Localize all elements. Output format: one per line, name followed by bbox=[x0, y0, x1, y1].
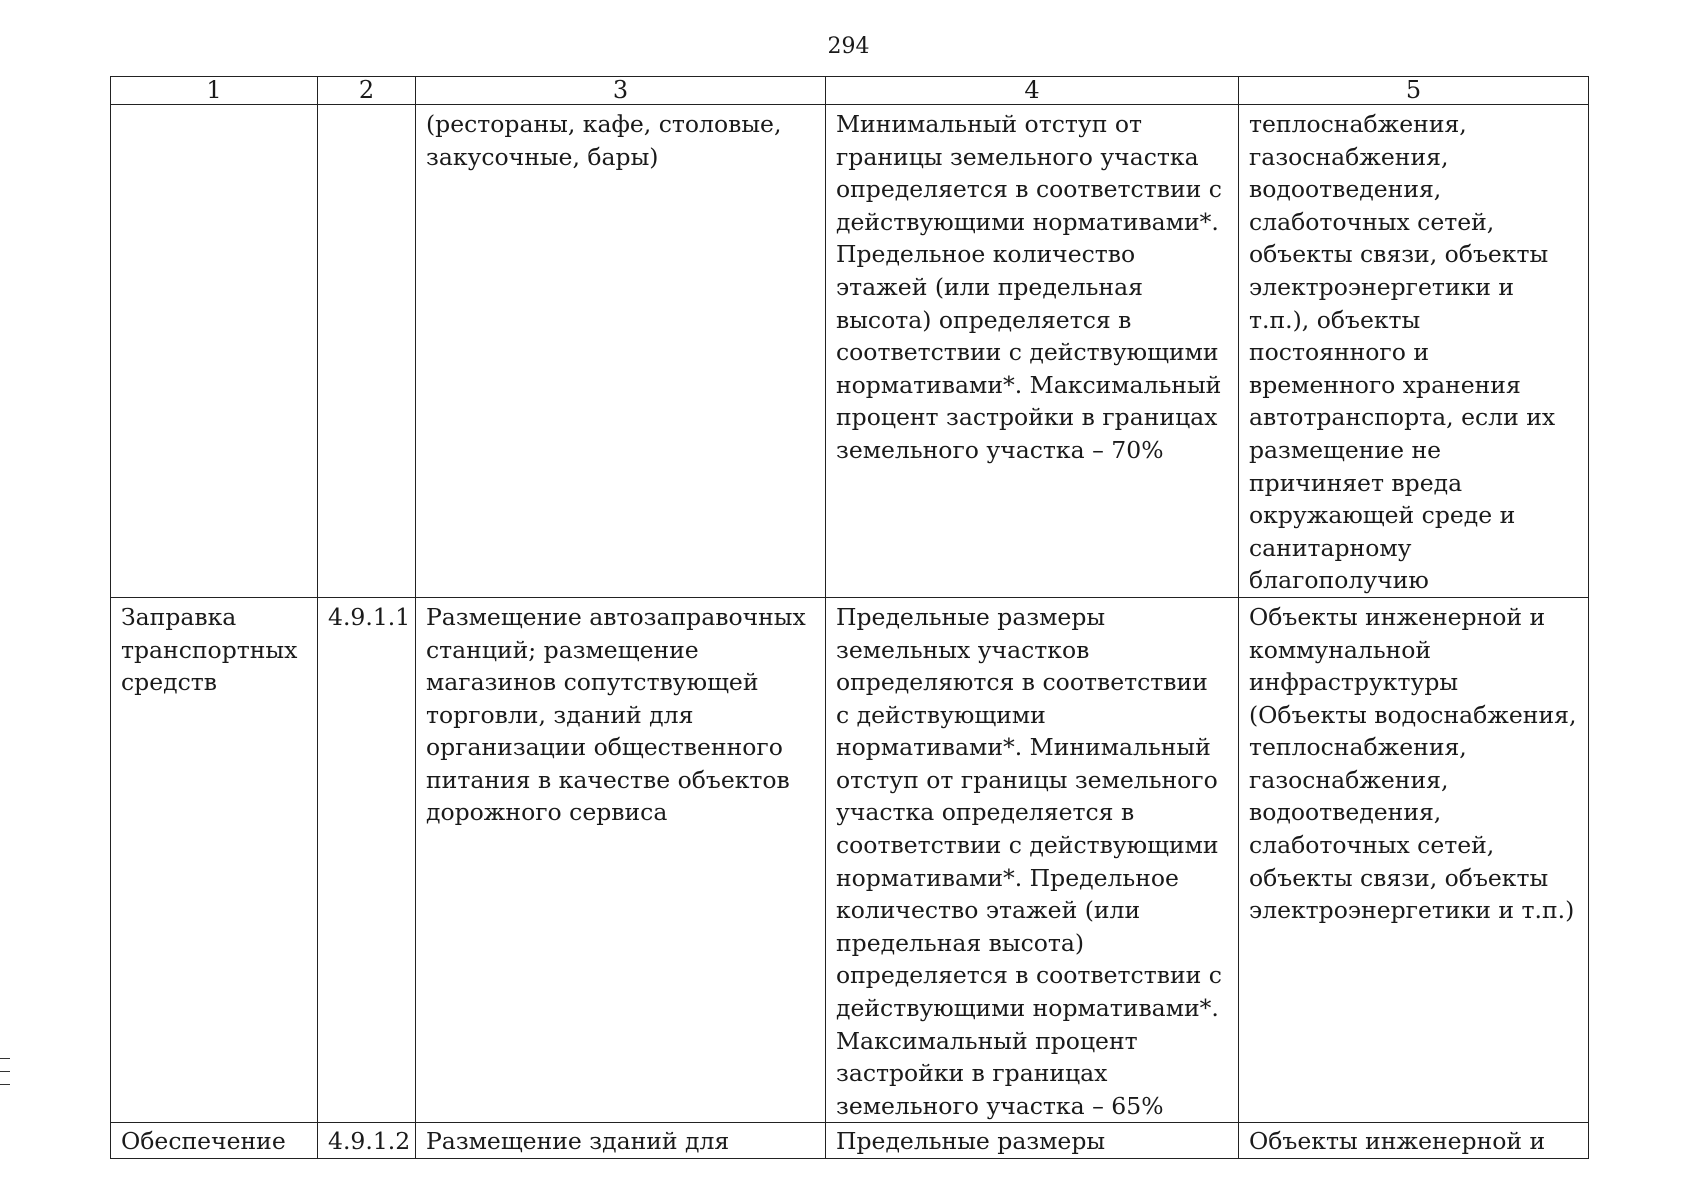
header-cell-5: 5 bbox=[1239, 77, 1589, 105]
parameters-cell: Минимальный отступ от границы земельного участка определяется в соответствии с действующими нормативами*. Предельное количество этажей (или предельная высота) определяется в соответствии с действующими нормативами*. Максимальный процент застройки в границах земельного участка – 70% bbox=[826, 105, 1239, 598]
table-row bbox=[111, 597, 1589, 1123]
use-description-cell: (рестораны, кафе, столовые, закусочные, бары) bbox=[416, 105, 826, 598]
use-description-cell: Размещение зданий для bbox=[416, 1123, 826, 1159]
header-cell-1: 1 bbox=[111, 77, 318, 105]
table-header-row bbox=[111, 77, 1589, 105]
use-description-cell: Размещение автозаправочных станций; размещение магазинов сопутствующей торговли, зданий для организации общественного питания в качестве объектов дорожного сервиса bbox=[416, 597, 826, 1123]
header-cell-3: 3 bbox=[416, 77, 826, 105]
use-code-cell: 4.9.1.2 bbox=[318, 1123, 416, 1159]
use-name-cell: Обеспечение bbox=[111, 1123, 318, 1159]
table-row bbox=[111, 1123, 1589, 1159]
table-row bbox=[111, 105, 1589, 598]
auxiliary-uses-cell: теплоснабжения, газоснабжения, водоотведения, слаботочных сетей, объекты связи, объекты электроэнергетики и т.п.), объекты постоянного и временного хранения автотранспорта, если их размещение не причиняет вреда окружающей среде и санитарному благополучию bbox=[1239, 105, 1589, 598]
page-number: 294 bbox=[827, 34, 870, 59]
use-name-cell bbox=[111, 105, 318, 598]
use-code-cell bbox=[318, 105, 416, 598]
parameters-cell: Предельные размеры земельных участков определяются в соответствии с действующими нормативами*. Минимальный отступ от границы земельного участка определяется в соответствии с действующими нормативами*. Предельное количество этажей (или предельная высота) определяется в соответствии с действующими нормативами*. Максимальный процент застройки в границах земельного участка – 65% bbox=[826, 597, 1239, 1123]
header-cell-2: 2 bbox=[318, 77, 416, 105]
regulations-table bbox=[110, 76, 1589, 1159]
header-cell-4: 4 bbox=[826, 77, 1239, 105]
use-code-cell: 4.9.1.1 bbox=[318, 597, 416, 1123]
auxiliary-uses-cell: Объекты инженерной и коммунальной инфраструктуры (Объекты водоснабжения, теплоснабжения, газоснабжения, водоотведения, слаботочных сетей, объекты связи, объекты электроэнергетики и т.п.) bbox=[1239, 597, 1589, 1123]
parameters-cell: Предельные размеры bbox=[826, 1123, 1239, 1159]
scan-edge-marks bbox=[0, 1058, 10, 1097]
auxiliary-uses-cell: Объекты инженерной и bbox=[1239, 1123, 1589, 1159]
use-name-cell: Заправка транспортных средств bbox=[111, 597, 318, 1123]
